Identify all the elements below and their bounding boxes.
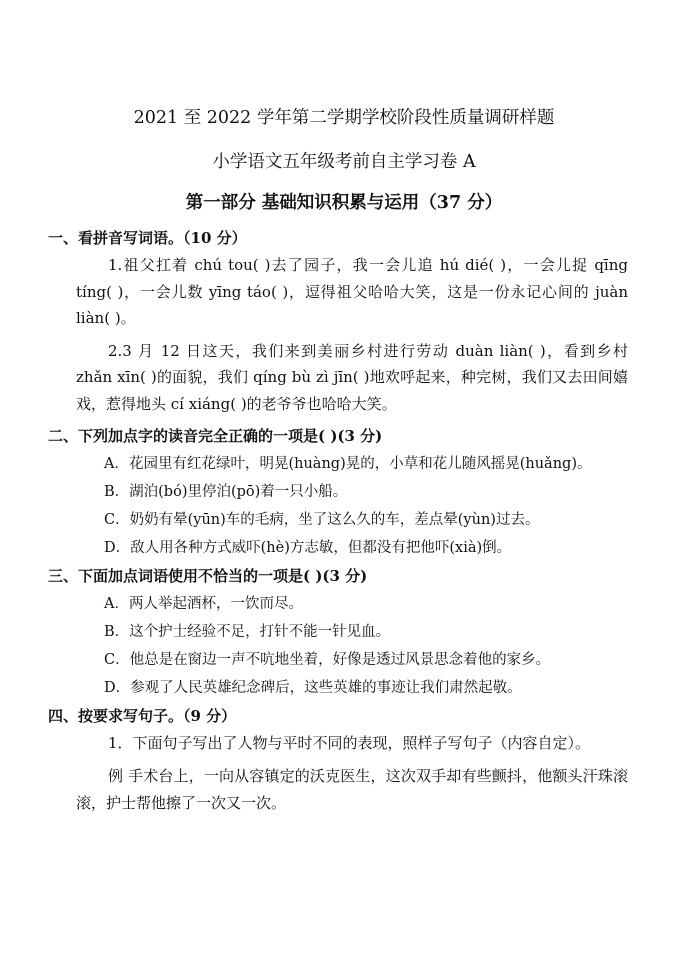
exam-subtitle: 小学语文五年级考前自主学习卷 A [212,152,476,172]
section-4-heading: 四、按要求写句子。（9 分） [48,707,237,725]
exam-body [48,224,628,817]
section-3-option-c: C．他总是在窗边一声不吭地坐着，好像是透过风景思念着他的家乡。 [104,652,551,668]
section-2-option-b: B．湖泊(bó)里停泊(pō)着一只小船。 [104,484,348,500]
section-1-question-2: 2.3 月 12 日这天，我们来到美丽乡村进行劳动 duàn liàn( )，看到乡村 zhǎn xīn( )的面貌，我们 qíng bù zì jīn( )地欢呼起来，种完树，我们又去田间嬉戏，惹得地头 cí xiáng( )的老爷爷也哈哈大笑。 [76,341,628,413]
section-1-question-1: 1.祖父扛着 chú tou( )去了园子，我一会儿追 hú dié( )，一会儿捉 qīng tíng( )，一会儿数 yīng táo( )，逗得祖父哈哈大笑，这是一份永记心间的 juàn liàn( )。 [76,256,628,327]
section-3-option-a: A．两人举起酒杯，一饮而尽。 [104,596,303,612]
exam-title: 2021 至 2022 学年第二学期学校阶段性质量调研样题 [133,108,555,128]
section-2-option-a: A．花园里有红花绿叶，明晃(huàng)晃的，小草和花儿随风摇晃(huǎng)。 [104,456,592,472]
section-4-example: 例 手术台上，一向从容镇定的沃克医生，这次双手却有些颤抖，他额头汗珠滚滚，护士帮他擦了一次又一次。 [76,767,628,812]
part-title: 第一部分 基础知识积累与运用（37 分） [185,193,503,213]
section-4-question-1: 1．下面句子写出了人物与平时不同的表现，照样子写句子（内容自定）。 [108,734,591,752]
section-2-option-c: C．奶奶有晕(yūn)车的毛病，坐了这么久的车，差点晕(yùn)过去。 [104,512,540,528]
section-1-heading: 一、看拼音写词语。（10 分） [48,229,247,247]
section-2-heading: 二、下列加点字的读音完全正确的一项是( )(3 分) [48,427,383,445]
section-3-option-d: D．参观了人民英雄纪念碑后，这些英雄的事迹让我们肃然起敬。 [104,680,522,696]
section-3-heading: 三、下面加点词语使用不恰当的一项是( )(3 分) [48,567,368,585]
section-2-option-d: D．敌人用各种方式威吓(hè)方志敏，但都没有把他吓(xià)倒。 [104,540,512,556]
section-3-option-b: B．这个护士经验不足，打针不能一针见血。 [104,624,391,640]
